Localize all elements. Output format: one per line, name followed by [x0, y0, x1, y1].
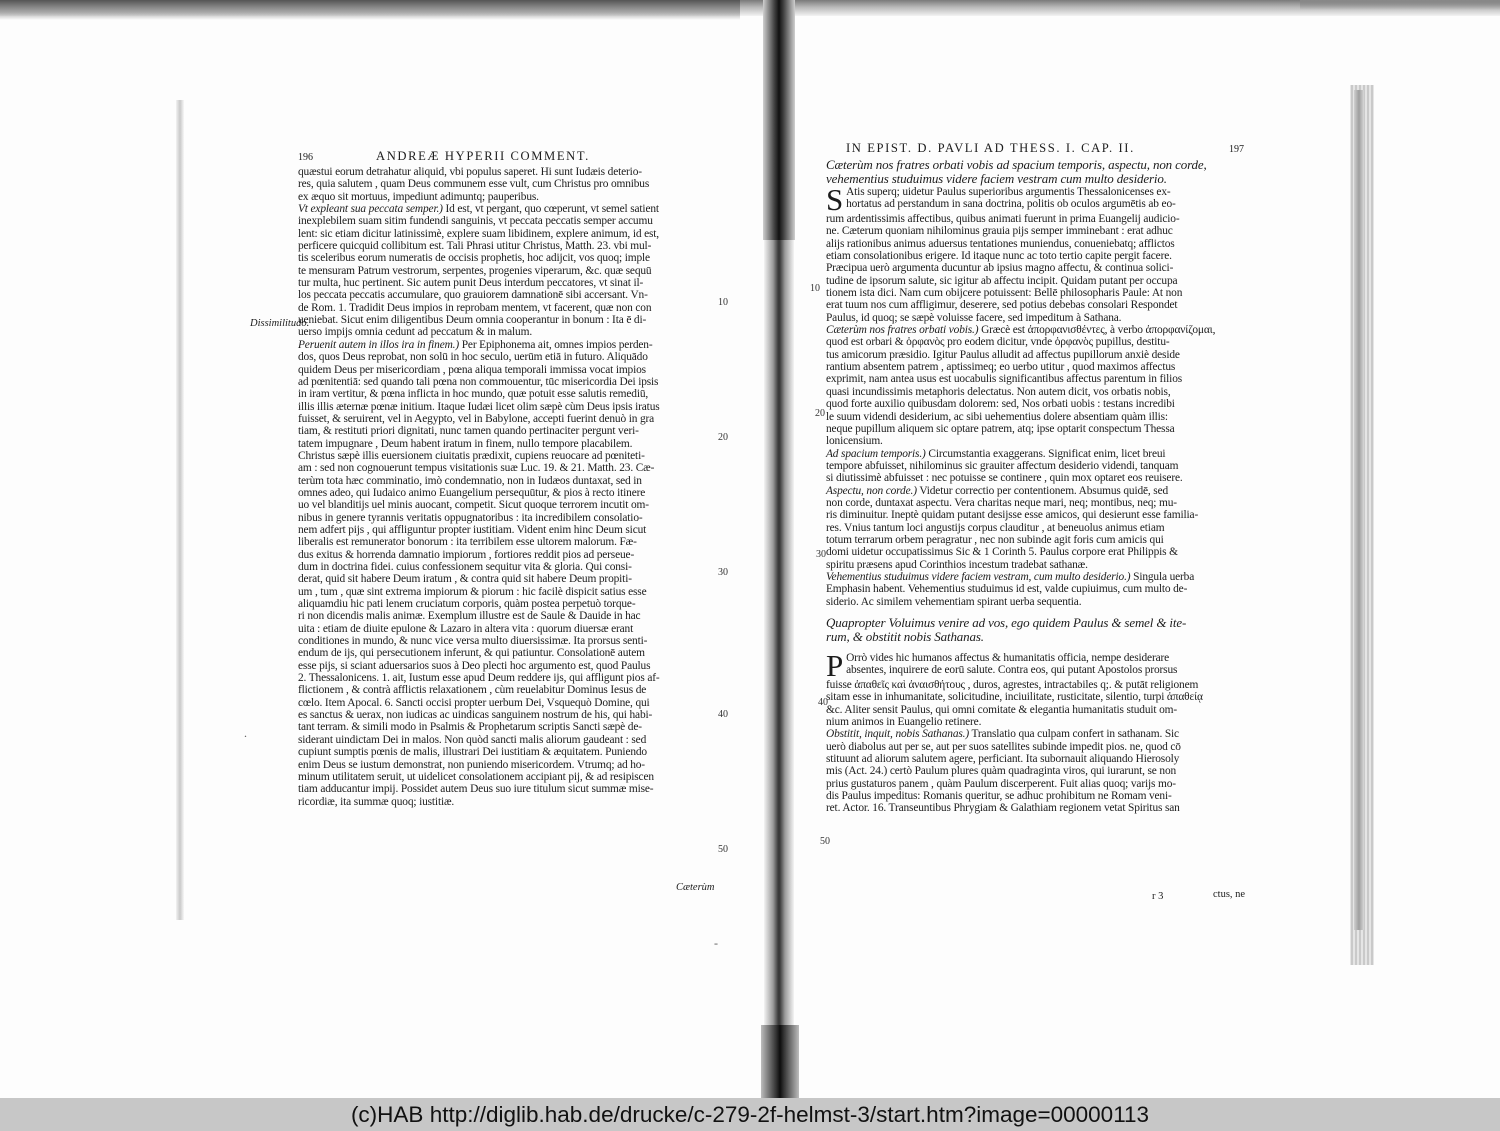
right-running-head [826, 142, 1258, 158]
text-line: liberalis est remunerator bonorum : ita terribilem esse ultorem malorum. Fæ- [298, 536, 637, 549]
text-line: cupiunt sumptis pœnis de malis, illustrari Dei iustitiam & æquitatem. Puniendo [298, 746, 647, 759]
gutter-top-shadow [763, 0, 795, 240]
text-line: tudine de ipsorum salute, sic igitur ab affectu incipit. Quidam putant per occupa [826, 274, 1178, 287]
text-line: 2. Thessalonicens. 1. ait, Iustum esse apud Deum reddere ijs, qui affligunt pios af- [298, 672, 660, 685]
left-line-number-30: 30 [718, 567, 728, 578]
right-catchword: ctus, ne [1213, 889, 1246, 900]
text-line: Atis superq; uidetur Paulus superioribus argumentis Thessalonicenses ex- [846, 186, 1171, 198]
left-line-number-40: 40 [718, 709, 728, 720]
text-line: endum de ijs, qui persecutionem inferunt, & qui patiuntur. Consolationē autem [298, 647, 645, 660]
right-page-body-2 [826, 679, 1258, 815]
text-line: tus amicorum præsidio. Igitur Paulus alludit ad affectus pupillorum anxiè deside [826, 348, 1180, 361]
right-line-number-50: 50 [820, 836, 830, 847]
text-line: sitam esse in inhumanitate, solicitudine, inciuilitate, rusticitate, silentio, turpi ἀπαθείᾳ [826, 691, 1203, 704]
text-line: ret. Actor. 16. Transeuntibus Phrygiam & Galathiam regionem vetat Spiritus san [826, 802, 1180, 815]
text-line: ne. Cæterum quoniam nihilominus grauia pijs semper imminebant : erat adhuc [826, 225, 1173, 238]
text-line: stituunt ad aliorum salutem agere, perficiant. Ita subornauit aliquando Hierosoly [826, 753, 1180, 766]
text-line: uerò diabolus aut per se, aut per suos satellites subinde impedit pios. ne, quod cō [826, 740, 1181, 753]
text-line: totum terrarum orbem peragratur , nec non subinde agit foris cum amicis qui [826, 533, 1164, 546]
gutter-bottom-shadow [761, 1025, 799, 1098]
text-line: fuisse ἀπαθεῖς καὶ ἀναισθήτους , duros, agrestes, intractabiles q;. & putāt religionem [826, 679, 1199, 691]
left-line-number-20: 20 [718, 432, 728, 443]
left-page-body [298, 166, 726, 808]
page-edge-strip [1354, 90, 1364, 930]
right-line-number-10: 10 [810, 283, 820, 294]
text-line: in iram vertitur, & pœna inflicta in hoc mundo, quæ potuit esse salutis remediū, [298, 388, 649, 401]
left-running-title: ANDREÆ HYPERII COMMENT. [376, 149, 590, 163]
left-page-number: 196 [298, 152, 313, 163]
text-line: quæstui eorum detrahatur aliquid, vbi populus saperet. Hi sunt Iudæis deterio- [298, 166, 642, 178]
right-line-number-20: 20 [815, 408, 825, 419]
text-line: tempore abfuisset, nihilominus sic grauiter affectum desiderio videndi, tanquam [826, 459, 1179, 472]
text-line: illis illis æternæ pœnæ initium. Itaque Iudæi licet olim sæpè cùm Deus ipsis iratus [298, 400, 660, 413]
text-line: Obstitit, inquit, nobis Sathanas.) Translatio qua culpam confert in sathanam. Sic [826, 728, 1179, 741]
text-line: ad pœnitentiā: sed quando tali pœna non commouentur, tūc misericordia Dei ipsis [298, 375, 659, 388]
text-line: lent: sic etiam dicitur latinissimè, explere suam libidinem, explere animum, id est, [298, 227, 659, 240]
text-line: siderant uindictam Dei in malos. Non quòd sancti malis aliorum gaudeant : sed [298, 733, 647, 746]
drop-cap: P [826, 648, 844, 683]
lemma-line: rum, & obstitit nobis Sathanas. [826, 629, 984, 644]
text-line: res. Vnius tantum loci angustijs corpus clauditur , at beneuolus animus etiam [826, 521, 1165, 534]
text-line: absentes, inquirere de eorū salute. Contra eos, qui putant Apostolos prorsus [846, 664, 1178, 677]
text-line: etiam consolationibus erigere. Id itaque nunc ac toto tertio capite pergit facere. [826, 250, 1172, 263]
right-page-body-1 [826, 213, 1258, 608]
text-line: neque pupillum aliquem sic optare patrem, atq; ipse optarit conspectum Thessa [826, 422, 1175, 435]
text-line: es sanctus & uerax, non iudicas ac uindicas sanguinem nostrum de his, qui habi- [298, 709, 653, 722]
left-running-head [298, 150, 726, 166]
right-page-number: 197 [1229, 144, 1244, 155]
commentary-paragraph [826, 648, 1258, 683]
left-line-number-50: 50 [718, 844, 728, 855]
text-line: am : sed non cognouerunt tempus visitationis suæ Luc. 19. & 21. Matth. 23. Cæ- [298, 462, 655, 475]
text-line: quod est orbari & ὀρφανὸς pro eodem dicitur, vnde ὀρφανὸς pupillus, destitu- [826, 336, 1170, 349]
text-line: tur multa, huc pertinent. Sic autem punit Deus interdum peccatores, vt sinat il- [298, 277, 644, 290]
text-line: derat, quid sit habere Deum iratum , & contra quid sit habere Deum propiti- [298, 573, 632, 586]
text-line: ex æquo sit mortuus, impediunt adimuntq; pauperibus. [298, 190, 539, 203]
text-line: rantium absentem patrem , aptissimeq; eo uerbo utitur , quod maximos affectus [826, 361, 1176, 374]
text-line: &c. Aliter sensit Paulus, qui omni comitate & elegantia humanitatis studuit om- [826, 703, 1178, 716]
text-line: um , tum , quæ sint extrema impiorum & piorum : hic facilè dispicit satius esse [298, 585, 647, 598]
text-line: de Rom. 1. Tradidit Deus impios in reprobam mentem, vt facerent, quæ non con [298, 301, 652, 314]
signature-mark: r 3 [1152, 891, 1164, 902]
text-line: res, quia salutem , quam Deus communem esse vult, cum Christus pro omnibus [298, 178, 650, 191]
text-line: inexplebilem suam sitim fundendi sanguinis, vt peccata peccatis semper accumu [298, 215, 653, 228]
text-line: dos, quos Deus reprobat, non solū in hoc seculo, uerūm etiā in futuro. Aliquādo [298, 351, 648, 364]
text-line: omnes adeo, qui Iudaico animo Euangelium persequūtur, & pios à recto itinere [298, 486, 646, 499]
text-line: Christus sæpè illis euersionem ciuitatis prædixit, cupiens reuocare ad pœniteti- [298, 449, 645, 462]
right-line-number-40: 40 [818, 697, 828, 708]
text-line: ris diminuitur. Ineptè quidam putant desijsse esse amicos, qui desierunt esse familia- [826, 509, 1199, 522]
scan-top-shadow-left [0, 0, 740, 20]
text-line: dum in doctrina fidei. cuius confessionem sequitur vita & gloria. Qui consi- [298, 561, 632, 573]
text-line: Vehementius studuimus videre faciem vestram, cum multo desiderio.) Singula uerba [826, 570, 1195, 583]
lemma-line: Cæterùm nos fratres orbati vobis ad spacium temporis, aspectu, non corde, [826, 157, 1207, 172]
lemma-line: vehementius studuimus videre faciem vestram cum multo desiderio. [826, 171, 1167, 186]
text-line: ueniebat. Sicut enim diligentibus Deum omnia cooperantur in bonum : Ita ē di- [298, 314, 647, 327]
text-line: tiam adducantur impij. Possidet autem Deus suo iure titulum sicut summæ mise- [298, 783, 654, 796]
text-line: erat tuum nos cum affligimur, deserere, sed potius debebas consolari Respondet [826, 299, 1178, 312]
text-line: tatem impugnare , Deum habent iratum in finem, nullo tempore placabilem. [298, 437, 633, 450]
text-line: Ad spacium temporis.) Circumstantia exaggerans. Significat enim, licet breui [826, 447, 1166, 460]
text-line: enim Deus se iustum demonstrat, non puniendo misericordem. Vtrumq; ad ho- [298, 758, 645, 771]
right-page [826, 142, 1258, 815]
text-line: tiam, & restituti priori dignitati, nunc tamen quando pertinaciter pergunt veri- [298, 425, 639, 438]
text-line: tant terram. & simili modo in Psalmis & Prophetarum scriptis Sancti sæpè de- [298, 721, 642, 734]
text-line: domi uidetur occupatissimus Sic & 1 Corinth 5. Paulus corpore erat Philippis & [826, 546, 1178, 559]
text-line: esse pijs, si sciant aduersarios suos à Deo plecti hoc argumento est, quod Paulus [298, 659, 651, 672]
text-line: tionem ista dici. Nam cum obijcere potuissent: Bellē philosopharis Paule: At non [826, 287, 1183, 300]
text-line: mis (Act. 24.) certò Paulum plures quàm quadraginta viros, qui iurarunt, se non [826, 765, 1177, 778]
text-line: si diutissimè abfuisset : nec potuisse se continere , quin mox optaret eos reuisere. [826, 472, 1183, 485]
text-line: minum utilitatem seruit, ut uidelicet consolationem accipiant pij, & ad resipiscen [298, 770, 654, 783]
text-line: dis Paulus impeditus: Romanis queritur, se adhuc prohibitum ne Romam veni- [826, 790, 1172, 803]
text-line: terùm tota hæc comminatio, imò condemnatio, non in Iudæos duntaxat, sed in [298, 474, 642, 487]
left-page [298, 150, 726, 808]
text-line: tis sceleribus eorum numeratis de occisis prophetis, hoc adijcit, vos quoq; imple [298, 252, 650, 265]
text-line: quasi incundissimis metaphoris delectatus. Non autem dicit, vos orbatis nobis, [826, 385, 1171, 398]
text-line: lonicensium. [826, 435, 883, 448]
text-line: Aspectu, non corde.) Videtur correctio per contentionem. Absumus quidē, sed [826, 484, 1169, 497]
right-running-title: IN EPIST. D. PAVLI AD THESS. I. CAP. II. [846, 141, 1135, 155]
text-line: Præcipua uerò argumenta ducuntur ab ipsius magno affectu, & continua solici- [826, 262, 1174, 275]
text-line: alijs rationibus animus aduersus tentationes muniendus, conueniebatq; afflictos [826, 237, 1175, 250]
text-line: uita : etiam de diuite epulone & Lazaro in altera vita : quorum diuersæ erant [298, 622, 634, 635]
left-line-number-10: 10 [718, 297, 728, 308]
text-line: Vt expleant sua peccata semper.) Id est, vt pergant, quo cœperunt, vt semel satient [298, 203, 659, 216]
text-line: ricordiæ, ita summæ quoq; iustitiæ. [298, 795, 455, 808]
text-line: quidem Deus per misericordiam , pœna aliqua temporali immissa vocat impios [298, 363, 646, 376]
text-line: Cæterùm nos fratres orbati vobis.) Græcè est ἀπορφανισθέντες, à verbo ἀπορφανίζομαι, [826, 324, 1216, 337]
text-line: le suum videndi desiderium, ac sibi uehementius dolere absentiam quàm illis: [826, 410, 1168, 423]
text-line: fuisset, & seruirent, vel in Aegypto, vel in Babylone, accepti fuerint denuò in gra [298, 412, 655, 425]
text-line: exprimit, nam antea usus est uocabulis significantibus affectus parentum in filios [826, 373, 1183, 386]
text-line: Orrò vides hic humanos affectus & humanitatis officia, nempe desiderare [846, 652, 1170, 664]
text-line: aliquamdiu hic pati lenem cruciatum corporis, quàm postea perpetuò torque- [298, 598, 636, 611]
left-margin-note: Dissimilitudo. [250, 318, 310, 329]
text-line: non corde, duntaxat aspectu. Vera charitas neque mari, neq; montibus, neq; mu- [826, 496, 1177, 509]
left-page-edge [176, 100, 184, 920]
text-line: uo vel blanditijs uel minis auocant, competit. Sicut quoque terrorem incutit om- [298, 499, 649, 512]
text-line: spiritu præsens apud Corinthios incestum tradebat sathanæ. [826, 558, 1088, 571]
lemma-line: Quapropter Voluimus venire ad vos, ego quidem Paulus & semel & ite- [826, 615, 1187, 630]
text-line: uerso impijs omnia cedunt ad peccatum & in malum. [298, 326, 533, 339]
text-line: Paulus, id quoq; se sæpè voluisse facere, sed impeditum à Sathana. [826, 311, 1122, 324]
text-line: nem adfert pijs , qui affliguntur propter iustitiam. Vident enim hinc Deum sicut [298, 523, 647, 536]
stray-mark: . [244, 726, 247, 740]
text-line: nibus in genere tyrannis veritatis oppugnatoribus : ita incredibilem consolatio- [298, 511, 643, 524]
scan-top-shadow-right [1300, 0, 1500, 10]
text-line: conditiones in mundo, & nunc vice versa multo diuersissimæ. Ita prorsus senti- [298, 635, 648, 648]
text-line: prius gustaturos panem , quàm Paulum discerperent. Fuit alias quoq; varijs mo- [826, 777, 1176, 790]
text-line: Peruenit autem in illos ira in finem.) Per Epiphonema ait, omnes impios perden- [298, 338, 653, 351]
text-line: ri non dicendis malis animæ. Exemplum illustre est de Saule & Dauide in hac [298, 610, 641, 623]
gutter-fold-line [778, 240, 780, 1030]
text-line: quod forte auxilio quibusdam dolorem: sed, Nos orbati uobis : testans incredibi [826, 398, 1175, 411]
text-line: nium animos in Euangelio retinere. [826, 716, 982, 729]
text-line: te mensuram Patrum vestrorum, serpentes, progenies viperarum, &c. quæ sequū [298, 264, 652, 277]
drop-cap: S [826, 182, 844, 217]
text-line: rum ardentissimis affectibus, quibus animati fuerunt in prima Euangelij audicio- [826, 213, 1180, 225]
text-line: Emphasin habent. Vehementius studuimus id est, valde cupiuimus, cum multo de- [826, 583, 1188, 596]
copyright-footer: (c)HAB http://diglib.hab.de/drucke/c-279-2f-helmst-3/start.htm?image=00000113 [0, 1098, 1500, 1131]
text-line: cœlo. Item Apocal. 6. Sancti occisi propter uerbum Dei, Vsquequò Domine, qui [298, 696, 650, 709]
text-line: dus exitus & horrenda damnatio impiorum , fortiores reddit pios ad perseue- [298, 548, 635, 561]
text-line: los peccata peccatis accumulare, quo grauiorem damnationē sibi accersant. Vn- [298, 289, 648, 302]
text-line: flictionem , & contrà afflictis relaxationem , cùm reuelabitur Dominus Iesus de [298, 684, 647, 697]
commentary-paragraph [826, 182, 1258, 217]
left-catchword: Cæterùm [676, 882, 715, 893]
stray-mark: - [714, 936, 718, 950]
right-line-number-30: 30 [816, 549, 826, 560]
text-line: siderio. Ac similem vehementiam spirant uerba sequentia. [826, 595, 1082, 608]
text-line: hortatus ad perstandum in sana doctrina, politis ob oculos argumētis ab eo- [846, 198, 1176, 211]
text-line: perficere quicquid collibitum est. Tali Phrasi utitur Christus, Matth. 23. vbi mul- [298, 240, 652, 253]
